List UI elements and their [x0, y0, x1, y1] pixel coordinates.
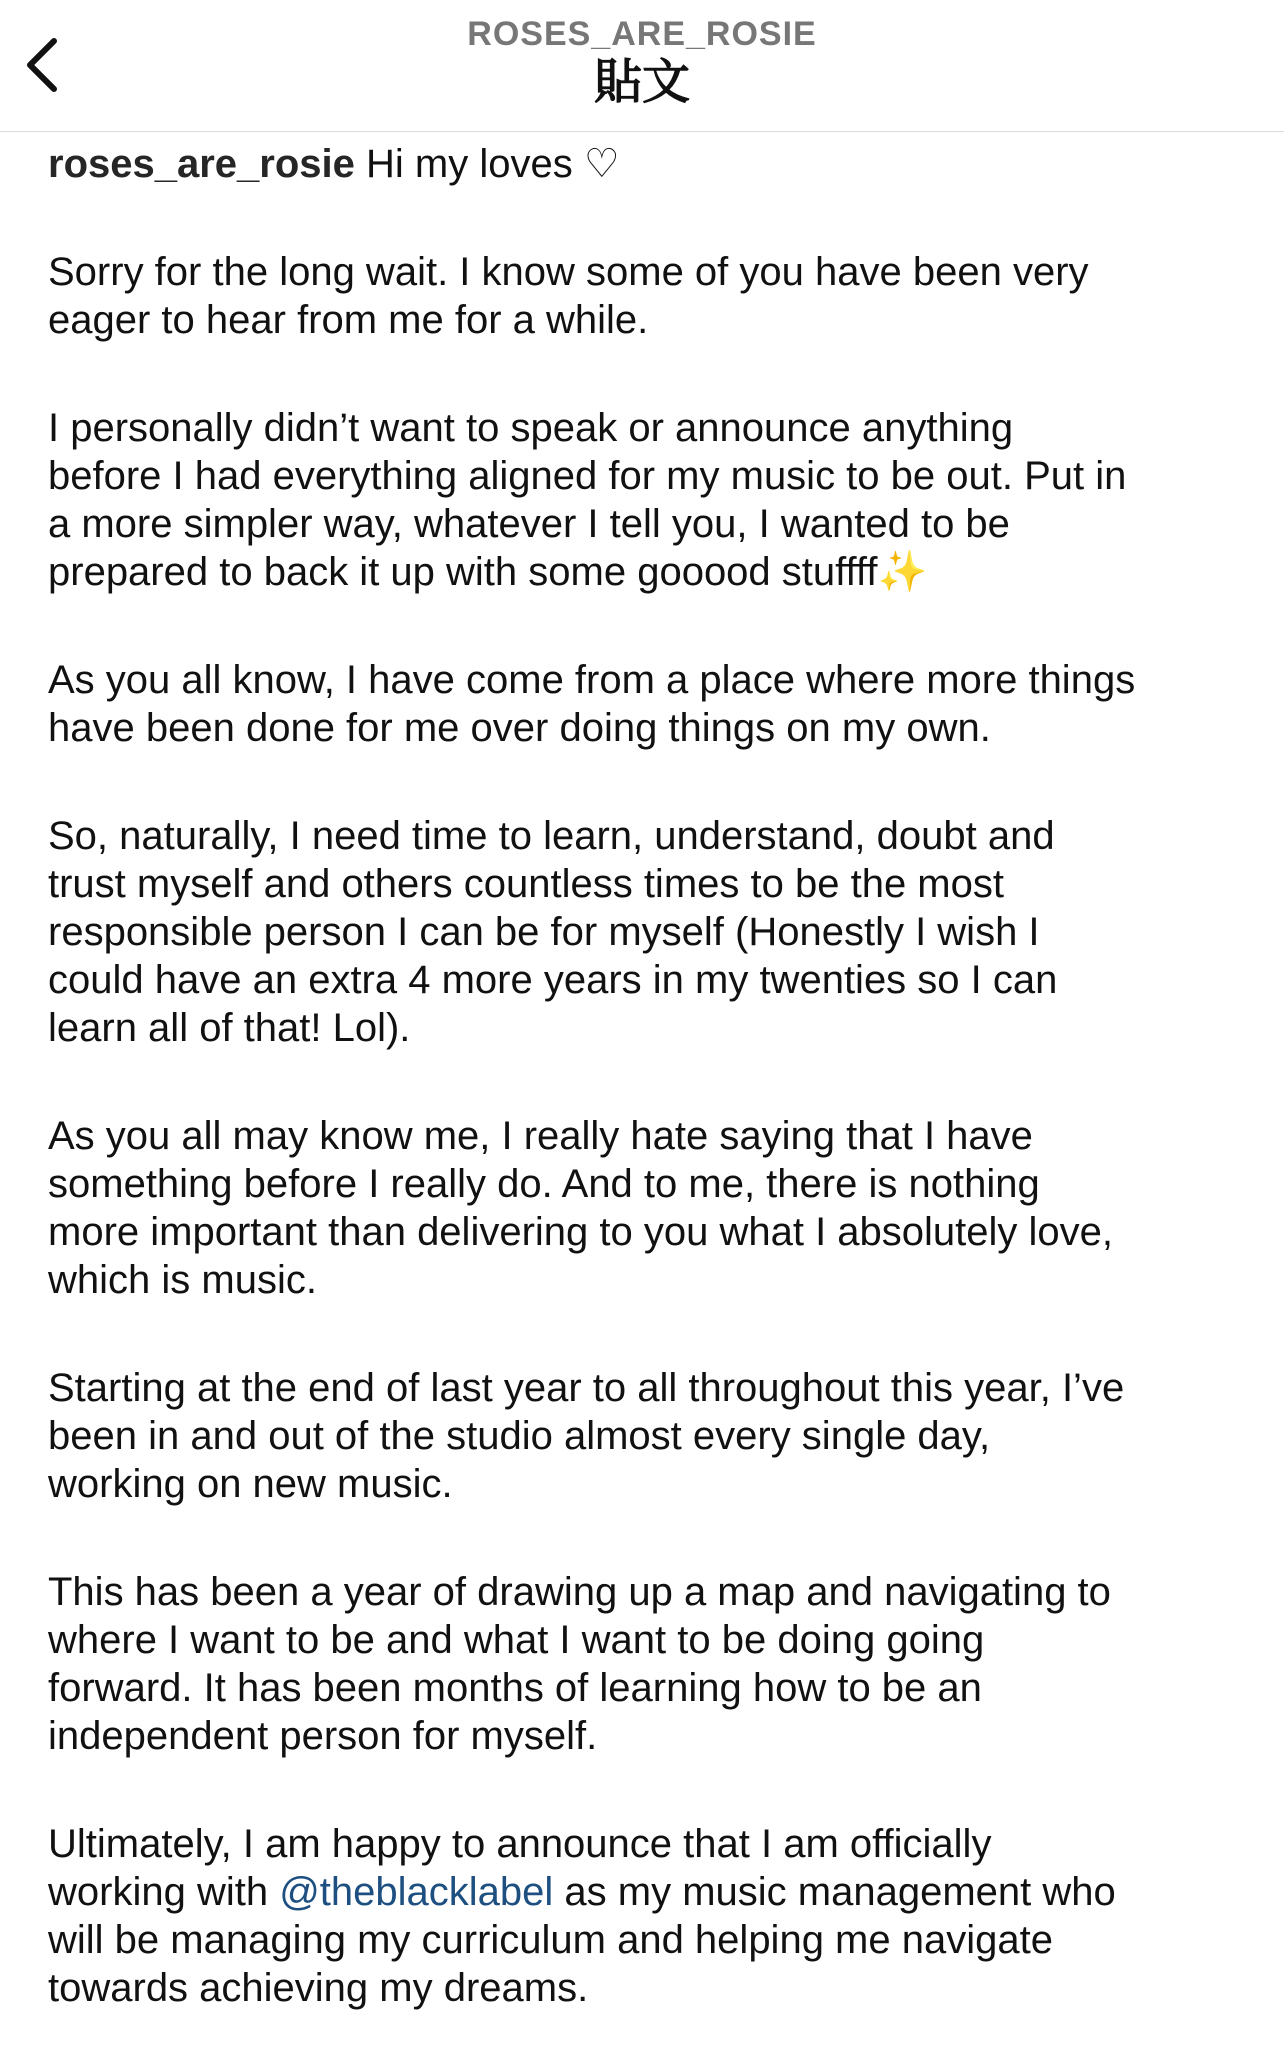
- caption-line-text: have been done for me over doing things on my own.: [48, 706, 991, 750]
- caption-line: [48, 1568, 1248, 1616]
- username-link[interactable]: roses_are_rosie: [48, 142, 355, 186]
- caption-line: [48, 500, 1248, 548]
- caption-line: [48, 1364, 1248, 1412]
- caption-line: [48, 296, 1248, 344]
- caption-line-text: which is music.: [48, 1258, 317, 1302]
- caption-line: [48, 1712, 1248, 1760]
- caption-line: [48, 1004, 1248, 1052]
- header-account-name: ROSES_ARE_ROSIE: [467, 15, 817, 53]
- caption-line: Ultimately, I am happy to announce that I am officially: [48, 1822, 992, 1866]
- caption-paragraph: [48, 812, 1248, 1052]
- caption-line: [48, 1160, 1248, 1208]
- caption-line-text: learn all of that! Lol).: [48, 1006, 411, 1050]
- caption-line: [48, 704, 1248, 752]
- caption-line-text: eager to hear from me for a while.: [48, 298, 649, 342]
- caption-line: [48, 908, 1248, 956]
- caption-line-text: As you all know, I have come from a place where more things: [48, 658, 1136, 702]
- caption-line: [48, 1616, 1248, 1664]
- top-bar: [0, 0, 1284, 132]
- caption-line-text: forward. It has been months of learning how to be an: [48, 1666, 982, 1710]
- heart-emoji: ♡: [583, 141, 620, 187]
- caption-line-text: So, naturally, I need time to learn, understand, doubt and: [48, 814, 1055, 858]
- caption-line-text: I personally didn’t want to speak or announce anything: [48, 406, 1014, 450]
- caption-paragraph-final: [48, 1820, 1248, 2012]
- caption-paragraph: [48, 656, 1248, 752]
- caption-paragraph: [48, 1364, 1248, 1508]
- caption-line-text: This has been a year of drawing up a map and navigating to: [48, 1570, 1111, 1614]
- caption-line: [48, 452, 1248, 500]
- caption-line-text: been in and out of the studio almost every single day,: [48, 1414, 991, 1458]
- caption-line-text: working with: [48, 1870, 280, 1914]
- caption-line: [48, 1112, 1248, 1160]
- caption-line-text: As you all may know me, I really hate saying that I have: [48, 1114, 1033, 1158]
- caption-line-text: something before I really do. And to me, there is nothing: [48, 1162, 1040, 1206]
- mention-link[interactable]: @theblacklabel: [279, 1870, 554, 1914]
- caption-line: [48, 1208, 1248, 1256]
- caption-line: [48, 656, 1248, 704]
- caption-line-text: trust myself and others countless times to be the most: [48, 862, 1004, 906]
- caption-paragraph: [48, 1112, 1248, 1304]
- caption-line-text: could have an extra 4 more years in my twenties so I can: [48, 958, 1058, 1002]
- post-caption: [48, 140, 1248, 2072]
- caption-line-text: responsible person I can be for myself (Honestly I wish I: [48, 910, 1040, 954]
- caption-line: [48, 1256, 1248, 1304]
- caption-line-text: a more simpler way, whatever I tell you, I wanted to be: [48, 502, 1010, 546]
- page-title: 貼文: [593, 54, 690, 110]
- caption-line: [48, 1460, 1248, 1508]
- caption-line: [48, 1868, 1248, 1916]
- caption-line-text: independent person for myself.: [48, 1714, 598, 1758]
- caption-line-text: prepared to back it up with some gooood stuffff: [48, 550, 878, 594]
- caption-line: [48, 1412, 1248, 1460]
- caption-line: [48, 1664, 1248, 1712]
- caption-body: [48, 248, 1248, 1760]
- caption-line-text: where I want to be and what I want to be doing going: [48, 1618, 985, 1662]
- caption-line: [48, 404, 1248, 452]
- caption-line-text: working on new music.: [48, 1462, 453, 1506]
- caption-line: [48, 956, 1248, 1004]
- caption-paragraph: [48, 248, 1248, 344]
- caption-line-text: Sorry for the long wait. I know some of you have been very: [48, 250, 1089, 294]
- caption-paragraph: [48, 1568, 1248, 1760]
- caption-line-text: as my music management who: [553, 1870, 1116, 1914]
- caption-line-text: Starting at the end of last year to all throughout this year, I’ve: [48, 1366, 1125, 1410]
- caption-line: [48, 248, 1248, 296]
- caption-line-text: before I had everything aligned for my music to be out. Put in: [48, 454, 1127, 498]
- caption-line: [48, 860, 1248, 908]
- caption-header-line: [48, 140, 1248, 188]
- caption-line: [48, 548, 1248, 596]
- caption-paragraph: [48, 404, 1248, 596]
- caption-line: will be managing my curriculum and helping me navigate: [48, 1918, 1053, 1962]
- greeting-text: Hi my loves: [366, 142, 573, 186]
- sparkles-emoji: ✨: [877, 549, 928, 595]
- caption-line-text: more important than delivering to you what I absolutely love,: [48, 1210, 1114, 1254]
- caption-line: [48, 812, 1248, 860]
- caption-line: towards achieving my dreams.: [48, 1966, 589, 2010]
